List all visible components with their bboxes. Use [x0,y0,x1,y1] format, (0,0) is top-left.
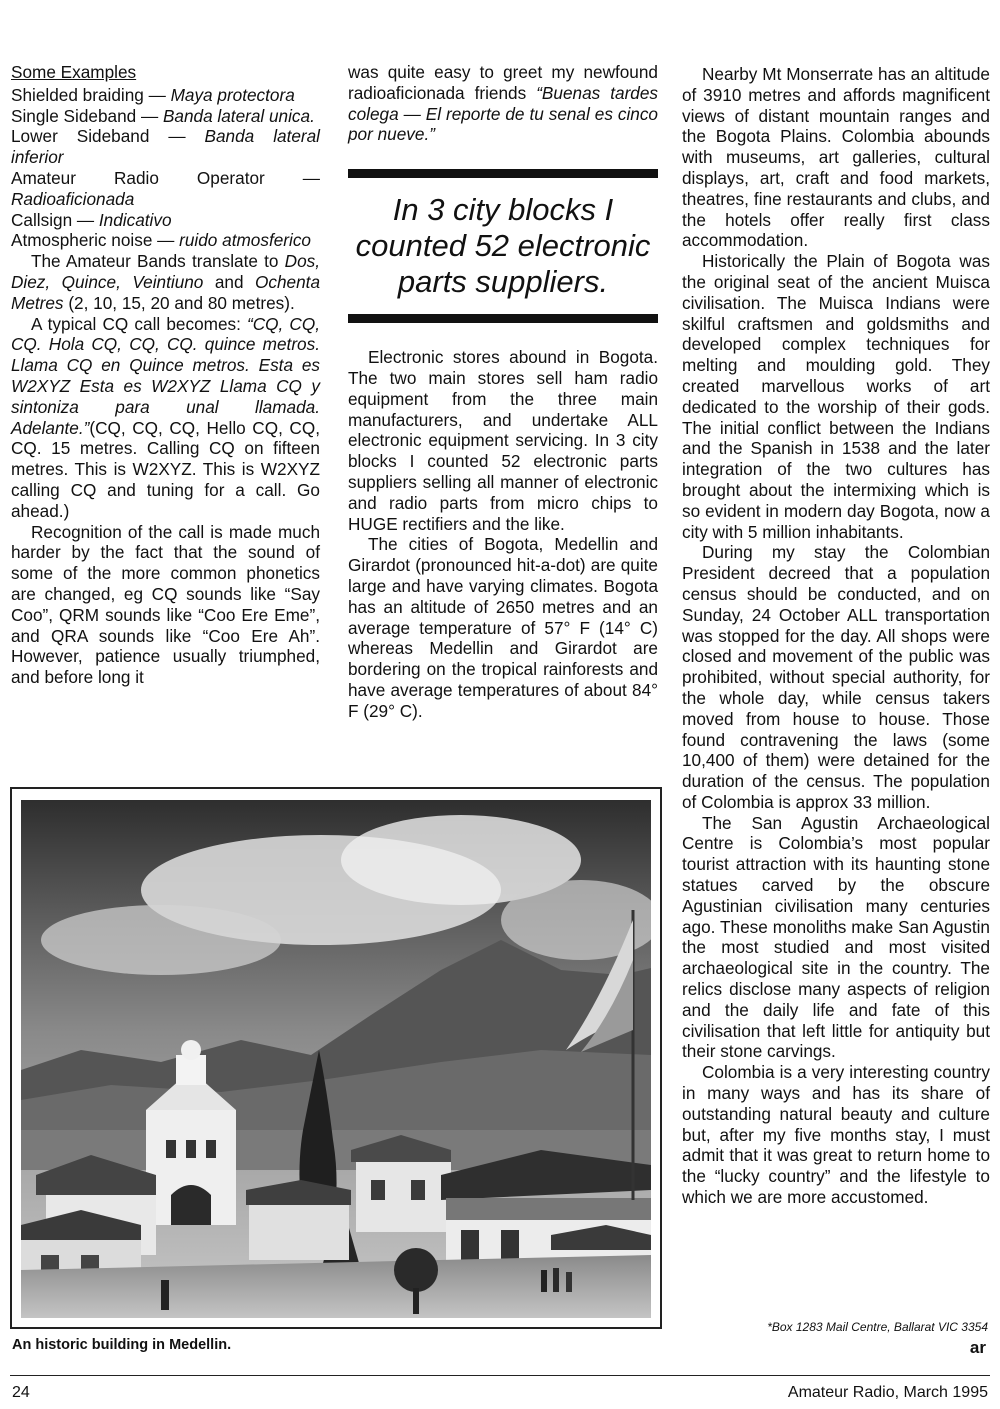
example-term: Callsign — [11,209,95,230]
bands-and: and [214,271,244,292]
paragraph-continuation [348,62,658,145]
paragraph-history: Historically the Plain of Bogota was the original seat of the ancient Muisca civilisation. The Muisca Indians were skilful craftsmen and goldsmiths and developed complex techniques for melting and moulding gold. They created marvellous works of art dedicated to the worship of their gods. The initial conflict between the Indians and the Spanish in 1538 and the later integration of the two cultures has brought about the intermixing which is so evident in modern day Bogota, now a city with 5 million inhabitants. [682,251,990,542]
paragraph-cq [11,314,320,522]
pull-quote-top-rule [348,169,658,178]
example-item [11,168,320,210]
cq-spanish: “CQ, CQ, CQ. Hola CQ, CQ, CQ. quince metros. Llama CQ en Quince metros. Esta es W2XYZ Esta es W2XYZ Llama CQ y sintoniza para unal llamada. Adelante.” [11,313,320,438]
example-translation: Banda lateral inferior [11,126,321,168]
greeting-text: “Buenas tardes colega — El reporte de tu senal es cinco por nueve.” [348,82,658,145]
example-translation: Maya protectora [170,84,295,105]
cq-intro: A typical CQ call becomes: [31,313,241,334]
pull-quote-bottom-rule [348,314,658,323]
pull-quote: In 3 city blocks I counted 52 electronic parts suppliers. [355,192,651,300]
example-translation: Banda lateral unica. [162,105,315,126]
example-item [11,85,320,106]
example-term: Lower Sideband — [11,126,186,147]
example-term: Amateur Radio Operator — [11,167,320,188]
paragraph-recognition: Recognition of the call is made much harder by the fact that the sound of some of the more common phonetics are changed, eg CQ sounds like “Say Coo”, QRM sounds like “Coo Ere Eme”, and QRA sounds like “Coo Ere Ah”. However, patience usually triumphed, and before long it [11,521,320,688]
publication-line: Amateur Radio, March 1995 [787,1384,988,1401]
bands-intro: The Amateur Bands translate to [31,251,279,272]
example-translation: Radioaficionada [11,188,135,209]
paragraph-monserrate: Nearby Mt Monserrate has an altitude of 3910 metres and affords magnificent views of distant mountain ranges and the Bogota Plains. Colombia abounds with museums, art galleries, cultural displays, art, craft and food markets, theatres, fine restaurants and clubs, and the hotels offer really first class accommodation. [682,64,990,251]
example-translation: Indicativo [98,209,172,230]
bands-last: Ochenta Metres [11,271,321,313]
example-translation: ruido atmosferico [179,230,311,251]
bands-names: Dos, Diez, Quince, Veintiuno [11,251,321,292]
paragraph-electronics: Electronic stores abound in Bogota. The two main stores sell ham radio equipment from the three main manufacturers, and undertake ALL electronic equipment servicing. In 3 city blocks I counted 52 electronic parts suppliers selling all manner of electronic and radio parts from micro chips to HUGE rectifiers and the like. [348,347,658,534]
column-3 [682,64,990,1208]
example-item [11,126,320,168]
example-term: Atmospheric noise — [11,230,175,251]
paragraph-cities: The cities of Bogota, Medellin and Girardot (pronounced hit-a-dot) are quite large and have varying climates. Bogota has an altitude of 2650 metres and an average temperature of 57° F (14° C) whereas Medellin and Girardot are bordering on the tropical rainforests and have average temperatures of about 84° F (29° C). [348,534,658,721]
paragraph-conclusion: Colombia is a very interesting country in many ways and has its share of outstanding natural beauty and culture but, after my five months stay, I must admit that it was great to return home to the “lucky country” and the lifestyle to which we are more accustomed. [682,1062,990,1208]
example-item [11,210,320,231]
example-term: Shielded braiding — [11,84,166,105]
signoff-mark: ar [969,1338,986,1357]
page-number: 24 [12,1384,30,1401]
paragraph-bands [11,251,320,313]
footer-rule [10,1375,990,1376]
examples-list [11,85,320,251]
column-2 [348,62,658,722]
photo-medellin [10,787,662,1329]
paragraph-census: During my stay the Colombian President decreed that a population census should be conducted, and on Sunday, 24 October ALL transportation was stopped for the day. All shops were closed and movement of the public was prohibited, without special authority, for the whole day, while census takers moved from house to house. Those found contravening the laws (some 10,400 of them) were detained for the duration of the census. The population of Colombia is approx 33 million. [682,542,990,812]
photo-caption: An historic building in Medellin. [12,1337,232,1353]
cq-english: (CQ, CQ, CQ, Hello CQ, CQ, CQ. 15 metres. Calling CQ on fifteen metres. This is W2XYZ. This is W2XYZ calling CQ and tuning for a call. Go ahead.) [11,417,320,521]
continuation-text: was quite easy to greet my newfound radioaficionada friends [348,62,658,103]
photo-image [21,800,651,1318]
section-heading: Some Examples [11,62,137,82]
example-term: Single Sideband — [11,105,159,126]
paragraph-san-agustin: The San Agustin Archaeological Centre is Colombia’s most popular tourist attraction with its haunting stone statues carved by the obscure Agustinian civilisation many centuries ago. These monoliths make San Agustin the most studied and most visited archaeological site in the country. The relics disclose many aspects of religion and the daily life and fate of this civilisation that left little for antiquity but their stone carvings. [682,812,990,1062]
column-1 [11,62,320,688]
bands-tail: (2, 10, 15, 20 and 80 metres). [68,292,295,313]
example-item [11,106,320,127]
author-address: *Box 1283 Mail Centre, Ballarat VIC 3354 [767,1320,988,1334]
example-item [11,230,320,251]
